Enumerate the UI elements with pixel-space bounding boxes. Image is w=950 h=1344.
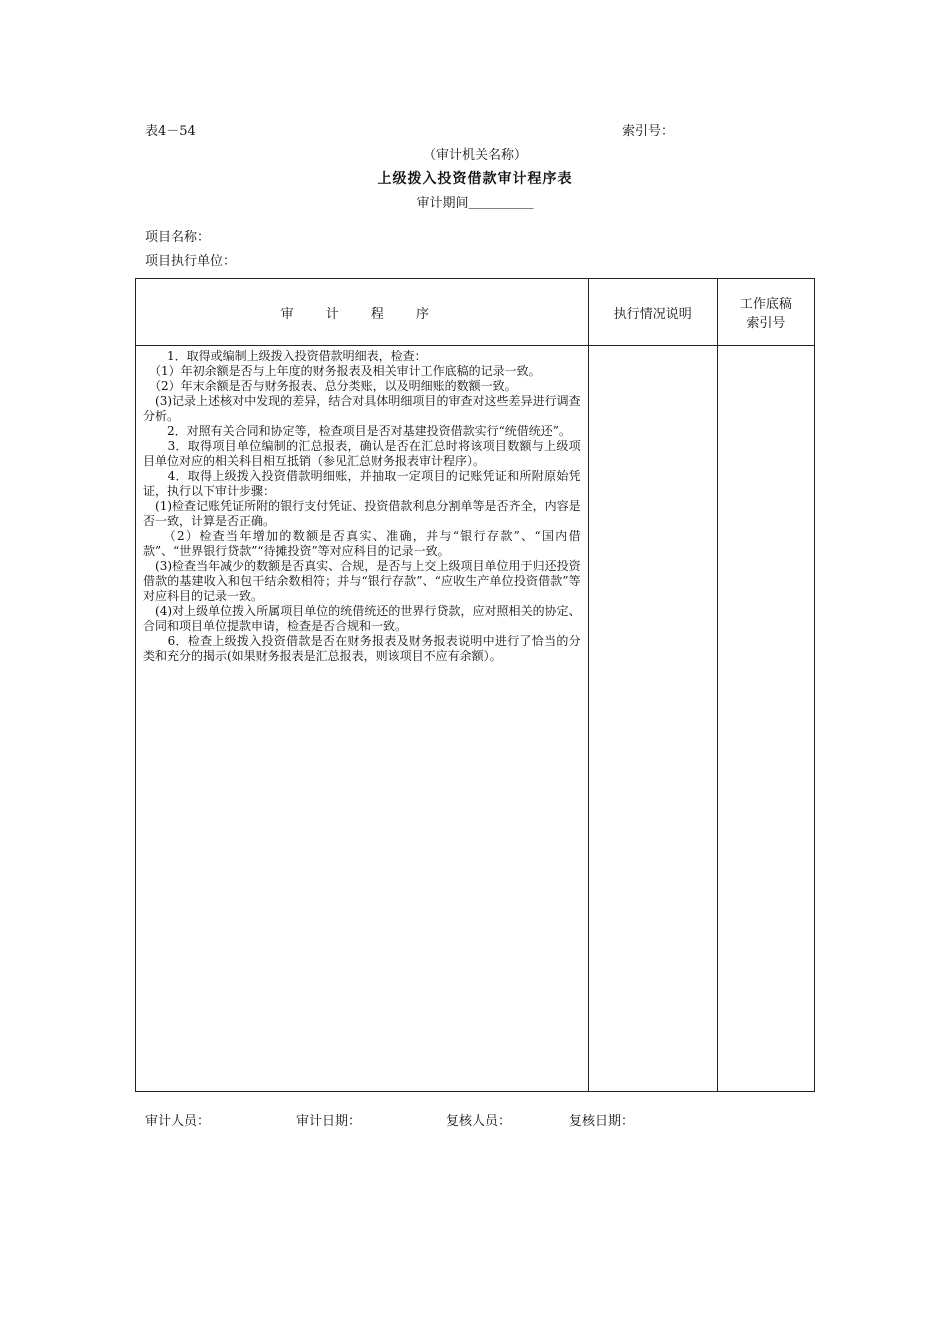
auditor-label: 审计人员： xyxy=(145,1114,211,1129)
audit-procedure-table xyxy=(135,278,815,1092)
procedure-item: 3．取得项目单位编制的汇总报表，确认是否在汇总时将该项目数额与上级项目单位对应的相关科目相互抵销（参见汇总财务报表审计程序）。 xyxy=(143,439,581,468)
procedure-item: 2．对照有关合同和协定等，检查项目是否对基建投资借款实行“统借统还”。 xyxy=(143,424,571,438)
header-execution: 执行情况说明 xyxy=(588,279,717,346)
procedure-item: （1）年初余额是否与上年度的财务报表及相关审计工作底稿的记录一致。 xyxy=(143,364,541,378)
procedure-item: 1．取得或编制上级拨入投资借款明细表，检查： xyxy=(143,349,427,363)
audit-period: 审计期间＿＿＿＿＿ xyxy=(416,196,534,211)
table-header-row xyxy=(136,279,815,346)
header-procedure: 审 计 程 序 xyxy=(136,279,589,346)
procedure-item: （2）检查当年增加的数额是否真实、准确，并与“银行存款”、“国内借款”、“世界银行贷款”“待摊投资”等对应科目的记录一致。 xyxy=(143,529,581,558)
project-name-label: 项目名称： xyxy=(145,230,211,245)
procedure-item: （2）年末余额是否与财务报表、总分类账，以及明细账的数额一致。 xyxy=(143,379,517,393)
reviewer-label: 复核人员： xyxy=(446,1114,512,1129)
procedure-item: (3)记录上述核对中发现的差异，结合对具体明细项目的审查对这些差异进行调查分析。 xyxy=(143,394,581,423)
table-body-row xyxy=(136,346,815,1092)
procedure-cell xyxy=(136,346,589,1092)
procedure-item: (1)检查记账凭证所附的银行支付凭证、投资借款利息分割单等是否齐全，内容是否一致，计算是否正确。 xyxy=(143,499,581,528)
execution-unit-label: 项目执行单位： xyxy=(145,254,237,269)
procedure-item: (3)检查当年减少的数额是否真实、合规，是否与上交上级项目单位用于归还投资借款的基建收入和包干结余数相符；并与“银行存款”、“应收生产单位投资借款”等对应科目的记录一致。 xyxy=(143,559,581,603)
procedure-list xyxy=(143,349,581,664)
audit-org-name: （审计机关名称） xyxy=(422,148,527,163)
procedure-item: (4)对上级单位拨入所属项目单位的统借统还的世界行贷款，应对照相关的协定、合同和项目单位提款申请，检查是否合规和一致。 xyxy=(143,604,581,633)
header-workpaper-ref-line1: 工作底稿 xyxy=(739,297,792,312)
table-number: 表4－54 xyxy=(145,124,196,139)
document-title: 上级拨入投资借款审计程序表 xyxy=(377,171,573,187)
audit-date-label: 审计日期： xyxy=(296,1114,362,1129)
index-number-label: 索引号： xyxy=(622,124,675,139)
workpaper-ref-cell[interactable] xyxy=(717,346,814,1092)
procedure-item: 6．检查上级拨入投资借款是否在财务报表及财务报表说明中进行了恰当的分类和充分的揭示(如果财务报表是汇总报表，则该项目不应有余额）。 xyxy=(143,634,581,663)
header-workpaper-ref xyxy=(717,279,814,346)
procedure-item: 4．取得上级拨入投资借款明细账，并抽取一定项目的记账凭证和所附原始凭证，执行以下审计步骤： xyxy=(143,469,581,498)
header-workpaper-ref-line2: 索引号 xyxy=(746,316,786,331)
execution-cell[interactable] xyxy=(588,346,717,1092)
review-date-label: 复核日期： xyxy=(569,1114,635,1129)
